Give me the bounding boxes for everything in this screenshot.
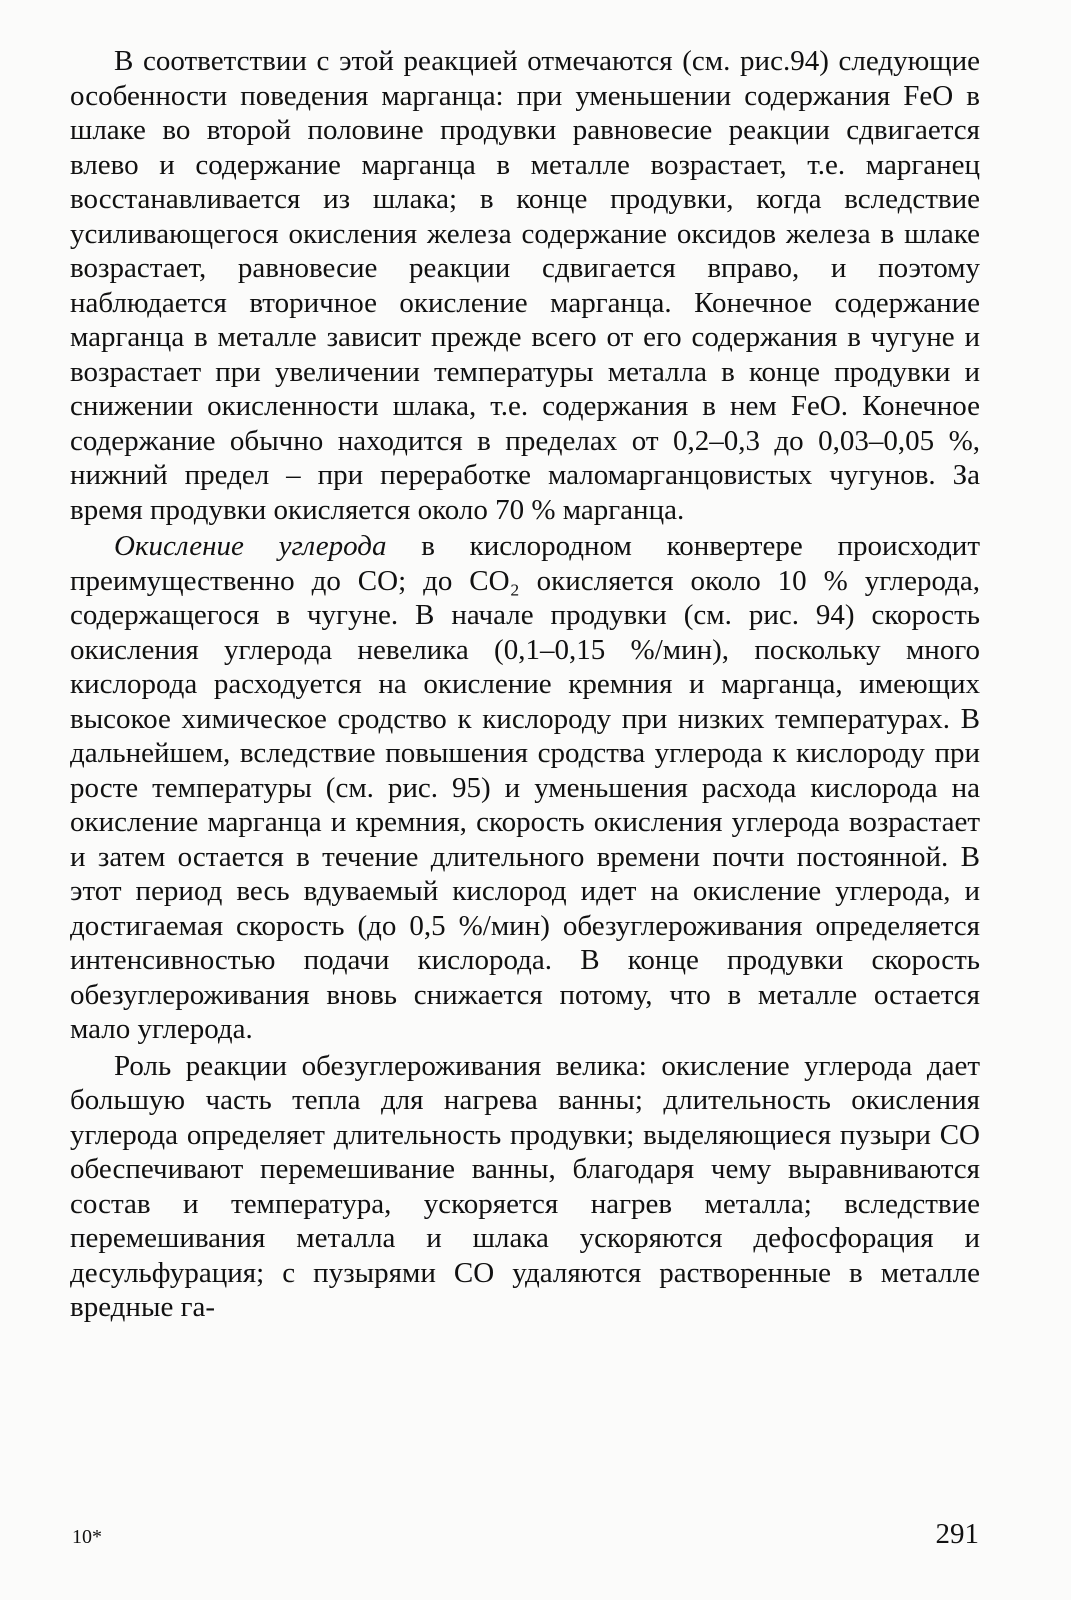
paragraph-manganese xyxy=(70,44,980,527)
paragraph-text: В соответствии с этой реакцией отмечаются (см. рис.94) следующие особенности поведения марганца: при уменьшении содержания FeO в шлаке во второй половине продувки равновесие реакции сдвигается влево и содержание марганца в металле возрастает, т.е. марганец восстанавливается из шлака; в конце продувки, когда вследствие усиливающегося окисления железа содержание оксидов железа в шлаке возрастает, равновесие реакции сдвигается вправо, и поэтому наблюдается вторичное окисление марганца. Конечное содержание марганца в металле зависит прежде всего от его содержания в чугуне и возрастает при увеличении температуры металла в конце продувки и снижении окисленности шлака, т.е. содержания в нем FeO. Конечное содержание обычно находится в пределах от 0,2–0,3 до 0,03–0,05 %, нижний предел – при переработке маломарганцовистых чугунов. За время продувки окисляется около 70 % марганца. xyxy=(70,45,980,526)
body-text xyxy=(70,44,980,1325)
paragraph-carbon-oxidation xyxy=(70,529,980,1047)
paragraph-text: в кислородном конвертере происходит преимущественно до CO; до CO₂ окисляется около 10 % углерода, содержащегося в чугуне. В начале продувки (см. рис. 94) скорость окисления углерода невелика (0,1–0,15 %/мин), поскольку много кислорода расходуется на окисление кремния и марганца, имеющих высокое химическое сродство к кислороду при низких температурах. В дальнейшем, вследствие повышения сродства углерода к кислороду при росте температуры (см. рис. 95) и уменьшения расхода кислорода на окисление марганца и кремния, скорость окисления углерода возрастает и затем остается в течение длительного времени почти постоянной. В этот период весь вдуваемый кислород идет на окисление углерода, и достигаемая скорость (до 0,5 %/мин) обезуглероживания определяется интенсивностью подачи кислорода. В конце продувки скорость обезуглероживания вновь снижается потому, что в металле остается мало углерода. xyxy=(70,530,980,1045)
paragraph-lead-italic: Окисление углерода xyxy=(114,530,387,562)
page-number: 291 xyxy=(935,1518,979,1550)
paragraph-text: Роль реакции обезуглероживания велика: окисление углерода дает большую часть тепла для нагрева ванны; длительность окисления углерода определяет длительность продувки; выделяющиеся пузыри CO обеспечивают перемешивание ванны, благодаря чему выравниваются состав и температура, ускоряется нагрев металла; вследствие перемешивания металла и шлака ускоряются дефосфорация и десульфурация; с пузырями CO удаляются растворенные в металле вредные га- xyxy=(70,1049,980,1323)
paragraph-decarburization-role xyxy=(70,1049,980,1325)
signature-mark: 10* xyxy=(72,1526,102,1548)
